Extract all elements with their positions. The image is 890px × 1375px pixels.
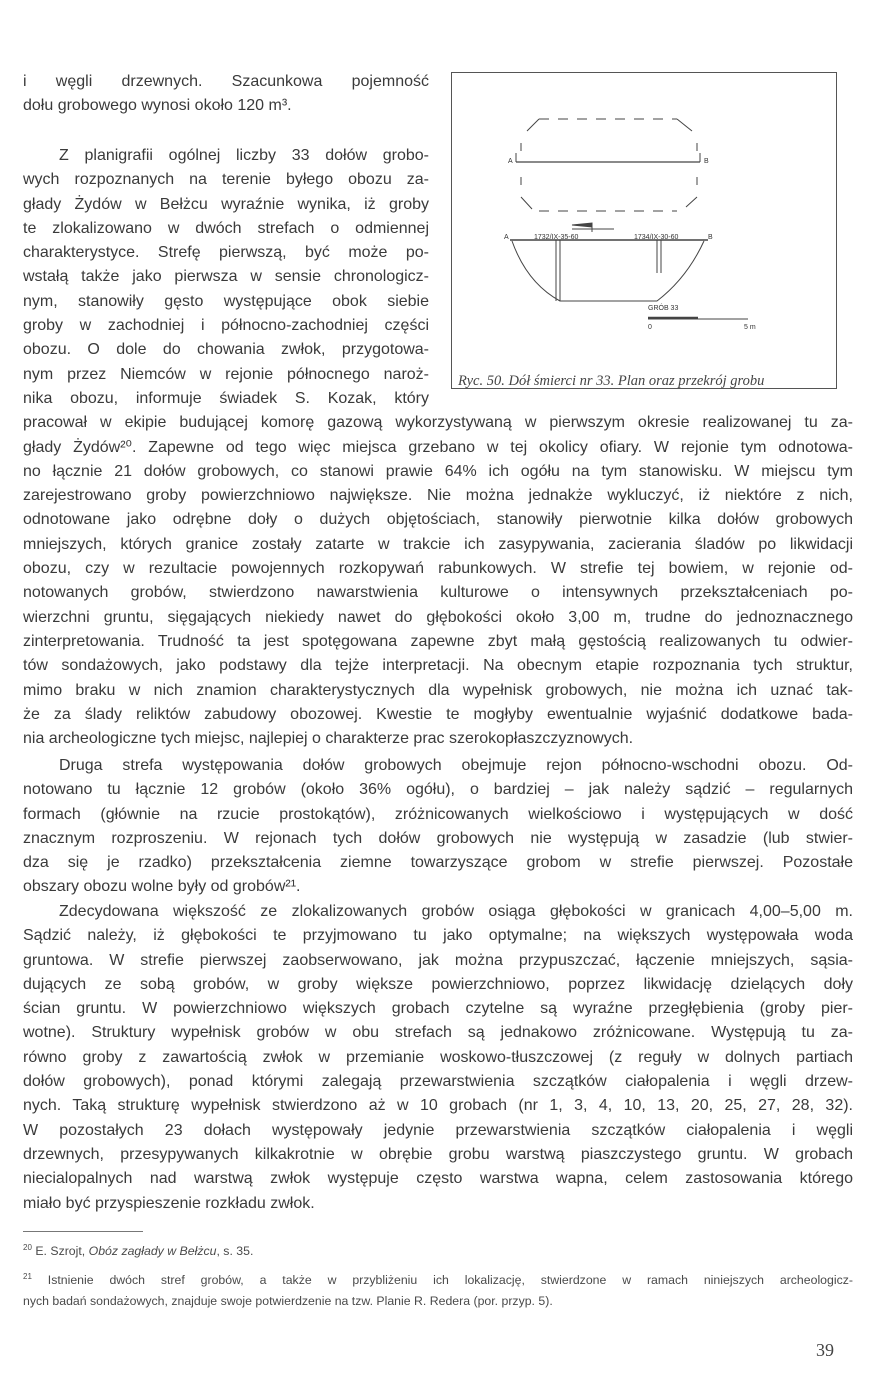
text-line: tów sondażowych, jako podstawy dla tejże interpretacji. Na obecnym etapie rozpoznania tych struktur, [23, 657, 853, 675]
text-line: nia archeologiczne tych miejsc, najlepiej o charakterze prac szerokopłaszczyznowych. [23, 730, 634, 748]
north-arrow-icon [572, 223, 614, 232]
text-line: wierzchni gruntu, sięgających niekiedy nawet do głębokości około 3,00 m, trudne do jednoznacznego [23, 608, 853, 626]
text-line: W pozostałych 23 dołach występowały jedynie przewarstwienia szczątków ciałopalenia i węgli [23, 1121, 853, 1139]
text-line: nym przez Niemców w rejonie północnego naroż- [23, 365, 429, 383]
footnote-21-line-2: nych badań sondażowych, znajduje swoje potwierdzenie na tzw. Planie R. Redera (por. przyp. 5). [23, 1293, 553, 1308]
footnote-20-mark: 20 [23, 1242, 32, 1252]
text-line: Zdecydowana większość ze zlokalizowanych grobów osiąga głębokości w granicach 4,00–5,00 m. [59, 903, 853, 920]
text-line: niecialopalnych nad warstwą zwłok występuje często warstwa wapna, celem zastosowania którego [23, 1170, 853, 1188]
text-line: ścian gruntu. W powierzchniowo większych grobach czytelne są wyraźne przegłębienia (groby pier- [23, 1000, 853, 1018]
text-line: miało być przyspieszenie rozkładu zwłok. [23, 1194, 315, 1212]
text-line: obozu. O dole do chowania zwłok, przygotowa- [23, 341, 429, 359]
footnote-21-line-1: Istnienie dwóch stref grobów, a także w przybliżeniu ich lokalizację, stwierdzone w ramach niniejszych archeologicz- [47, 1273, 853, 1287]
page-number: 39 [816, 1340, 834, 1360]
text-line: notowano tu łącznie 12 grobów (około 36% ogółu), o bardziej – jak należy sądzić – regularnych [23, 781, 853, 799]
text-line: te zlokalizowano w dwóch strefach o odmiennej [23, 219, 429, 237]
text-line: dza się je rzadko) przekształcenia ziemne towarzyszące grobom w strefie pierwszej. Pozostałe [23, 854, 853, 872]
text-line: obszary obozu wolne były od grobów²¹. [23, 878, 301, 896]
text-line: obozu, czy w rezultacie powojennych rozkopywań rabunkowych. W strefie tej bowiem, w rejonie od- [23, 560, 853, 578]
text-line: Druga strefa występowania dołów grobowych obejmuje rejon północno-wschodni obozu. Od- [59, 757, 853, 774]
plan-outline [516, 119, 700, 211]
text-line: zinterpretowania. Trudność ta jest spotęgowana zapewne zbyt małą gęstością realizowanych tu odwier- [23, 632, 853, 650]
text-line: znacznym rozproszeniu. W rejonach tych dołów grobowych nie występują w zasadzie (lub stwier- [23, 829, 853, 847]
scale-start-label: 0 [648, 324, 652, 331]
text-line: dujących ze sobą grobów, w groby większe powierzchniowo, poprzez likwidację dzielących doły [23, 975, 853, 993]
text-line: że za ślady reliktów zabudowy obozowej. Kwestie te mogłyby ewentualnie wyjaśnić dodatkowe bada- [23, 705, 853, 723]
text-line: pracował w ekipie budującej komorę gazową wykorzystywaną w pierwszym okresie realizowanej tu za- [23, 414, 853, 432]
text-line: głady Żydów²⁰. Zapewne od tego więc miejsca grzebano w tej okolicy ofiary. W rejonie tym odnotowa- [23, 438, 853, 456]
footnote-20 [23, 1241, 853, 1262]
survey-point-2: 1734/IX-30-60 [634, 234, 679, 241]
text-line: mimo braku w nich znamion charakterystycznych dla wypełnisk grobowych, nie można ich uznać tak- [23, 681, 853, 699]
figure-caption: Ryc. 50. Dół śmierci nr 33. Plan oraz przekrój grobu [458, 373, 765, 389]
footnote-21-mark: 21 [23, 1271, 32, 1281]
text-line: wotne). Struktury wypełnisk grobów w obu strefach są jednakowo zróżnicowane. Występują tu za- [23, 1024, 853, 1042]
text-line: dołu grobowego wynosi około 120 m³. [23, 97, 292, 115]
grave-plan-drawing [452, 73, 836, 388]
grave-label: GRÓB 33 [648, 305, 679, 312]
footnote-rule [23, 1231, 143, 1232]
text-line: charakterystyce. Strefę pierwszą, być może po- [23, 244, 429, 262]
footnote-20-title: Obóz zagłady w Bełżcu [88, 1244, 217, 1258]
text-line: Z planigrafii ogólnej liczby 33 dołów grobo- [59, 147, 429, 164]
text-line: notowanych grobów, stwierdzono nawarstwienia kulturowe o intensywnych przekształceniach po- [23, 584, 853, 602]
text-line: formach (głównie na rzucie prostokątów), zróżnicowanych wielkościowo i występujących w dość [23, 805, 853, 823]
section-label-b: B [708, 234, 713, 241]
text-line: głady Żydów w Bełżcu wyraźnie wynika, iż groby [23, 195, 429, 213]
text-line: nych. Taką strukturę wypełnisk stwierdzono aż w 10 grobach (nr 1, 3, 4, 10, 13, 20, 25, 27, 28, 32). [23, 1097, 853, 1115]
paragraph-4 [23, 900, 853, 1216]
paragraph-1 [23, 70, 429, 119]
figure-frame [451, 72, 837, 389]
scale-bar [648, 318, 748, 319]
text-line: zarejestrowano groby powierzchniowo największe. Nie można jednakże wykluczyć, iż niektóre z nich, [23, 487, 853, 505]
text-line: no łącznie 21 dołów grobowych, co stanowi prawie 64% ich ogółu na tym stanowisku. W miejscu tym [23, 462, 853, 480]
paragraph-3 [23, 754, 853, 900]
text-line: dołów grobowych), ponad którymi zalegają przewarstwienia szczątków ciałopalenia i węgli drzew- [23, 1073, 853, 1091]
text-line: mniejszych, których granice zostały zatarte w trakcie ich zasypywania, zacierania śladów po likwidacji [23, 535, 853, 553]
text-line: drzewnych, przesypywanych kilkakrotnie w obrębie grobu warstwą piaszczystego gruntu. W grobach [23, 1145, 853, 1163]
plan-label-b: B [704, 158, 709, 165]
text-line: Sądzić należy, iż głębokości te przyjmowano tu jako optymalne; na większych występowała woda [23, 927, 853, 945]
scale-end-label: 5 m [744, 324, 756, 331]
survey-point-1: 1732/IX-35-60 [534, 234, 579, 241]
text-line: odnotowane jako odrębne doły o dużych objętościach, stanowiły pierwotnie kilka dołów grobowych [23, 511, 853, 529]
footnote-20-text: E. Szrojt, [35, 1244, 89, 1258]
text-line: równo groby z zawartością zwłok w przemianie woskowo-tłuszczowej (z reguły w dolnych partiach [23, 1048, 853, 1066]
plan-label-a: A [508, 158, 513, 165]
text-line: gruntowa. W strefie pierwszej zaobserwowano, jak można przypuszczać, łączenie mniejszych, sąsia- [23, 951, 853, 969]
text-line: groby w zachodniej i północno-zachodniej części [23, 317, 429, 335]
footnote-21 [23, 1270, 853, 1311]
section-label-a: A [504, 234, 509, 241]
text-line: wstałą także jako pierwsza w sensie chronologicz- [23, 268, 429, 286]
text-line: i węgli drzewnych. Szacunkowa pojemność [23, 73, 429, 90]
footnote-20-tail: , s. 35. [216, 1244, 254, 1258]
text-line: wych rozpoznanych na terenie byłego obozu za- [23, 171, 429, 189]
section-profile [510, 240, 708, 301]
text-line: nym, stanowiły gęsto występujące obok siebie [23, 292, 429, 310]
text-line: nika obozu, informuje świadek S. Kozak, który [23, 389, 429, 407]
